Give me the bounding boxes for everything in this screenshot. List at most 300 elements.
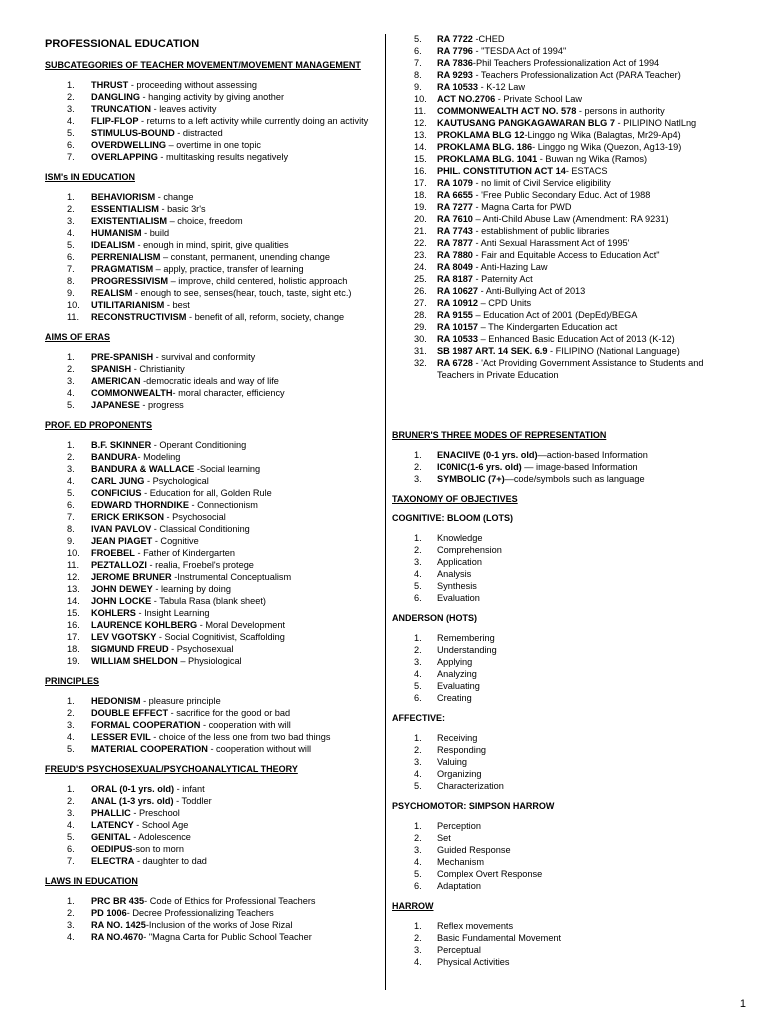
section-heading: SUBCATEGORIES OF TEACHER MOVEMENT/MOVEMENT MANAGEMENT bbox=[45, 60, 361, 70]
item-term: EXISTENTIALISM bbox=[91, 216, 168, 226]
item-term: RA 7610 bbox=[437, 214, 473, 224]
list-item bbox=[392, 461, 732, 473]
item-term: ESSENTIALISM bbox=[91, 204, 159, 214]
list-item bbox=[392, 556, 732, 568]
item-term: ERICK ERIKSON bbox=[91, 512, 164, 522]
list-item bbox=[45, 475, 375, 487]
item-number: 3. bbox=[414, 757, 422, 767]
item-text: Perceptual bbox=[437, 945, 481, 955]
list-item bbox=[45, 239, 375, 251]
item-term: PEZTALLOZI bbox=[91, 560, 147, 570]
list-item bbox=[392, 309, 732, 321]
item-term: ELECTRA bbox=[91, 856, 135, 866]
item-term: JEROME BRUNER bbox=[91, 572, 172, 582]
list-item bbox=[392, 153, 732, 165]
list-item bbox=[392, 129, 732, 141]
item-number: 2. bbox=[67, 364, 75, 374]
list-item bbox=[392, 237, 732, 249]
list-item bbox=[392, 580, 732, 592]
item-text: Evaluating bbox=[437, 681, 480, 691]
list-item bbox=[392, 473, 732, 485]
item-number: 1. bbox=[67, 192, 75, 202]
item-description: - Insight Learning bbox=[135, 608, 210, 618]
item-description: – Anti-Child Abuse Law (Amendment: RA 9231) bbox=[472, 214, 669, 224]
item-number: 9. bbox=[414, 82, 422, 92]
item-term: ACT NO.2706 bbox=[437, 94, 496, 104]
item-description: - Education for all, Golden Rule bbox=[141, 488, 272, 498]
item-text: Evaluation bbox=[437, 593, 480, 603]
list-item bbox=[45, 363, 375, 375]
list-item bbox=[392, 449, 732, 461]
item-description: - multitasking results negatively bbox=[157, 152, 289, 162]
item-number: 4. bbox=[414, 957, 422, 967]
item-term: ANAL (1-3 yrs. old) bbox=[91, 796, 174, 806]
item-description: -Inclusion of the works of Jose Rizal bbox=[145, 920, 293, 930]
item-number: 3. bbox=[414, 557, 422, 567]
list-item bbox=[45, 571, 375, 583]
list-item bbox=[45, 783, 375, 795]
item-text: Analysis bbox=[437, 569, 472, 579]
list-item bbox=[392, 932, 732, 944]
item-number: 6. bbox=[67, 140, 75, 150]
item-number: 13. bbox=[414, 130, 427, 140]
item-text: Synthesis bbox=[437, 581, 477, 591]
item-text: Application bbox=[437, 557, 482, 567]
item-term: IC0NIC(1-6 yrs. old) bbox=[437, 462, 522, 472]
item-number: 2. bbox=[67, 452, 75, 462]
item-number: 4. bbox=[414, 669, 422, 679]
list-item bbox=[45, 547, 375, 559]
item-description: – Physiological bbox=[177, 656, 242, 666]
item-description: - Decree Professionalizing Teachers bbox=[126, 908, 274, 918]
spacer bbox=[392, 390, 732, 430]
list-item bbox=[392, 345, 732, 357]
item-number: 26. bbox=[414, 286, 427, 296]
item-description: - pleasure principle bbox=[140, 696, 221, 706]
item-term: RA 7880 bbox=[437, 250, 473, 260]
item-text: Reflex movements bbox=[437, 921, 514, 931]
item-description: - realia, Froebel's protege bbox=[146, 560, 254, 570]
list-item bbox=[45, 399, 375, 411]
left-sections bbox=[45, 60, 375, 943]
list-item bbox=[392, 680, 732, 692]
list-item bbox=[392, 117, 732, 129]
item-number: 5. bbox=[67, 744, 75, 754]
item-term: THRUST bbox=[91, 80, 129, 90]
item-term: RA 7743 bbox=[437, 226, 473, 236]
item-term: OVERLAPPING bbox=[91, 152, 158, 162]
list-item bbox=[392, 744, 732, 756]
item-description: -democratic ideals and way of life bbox=[140, 376, 279, 386]
list-item bbox=[45, 351, 375, 363]
item-term: DANGLING bbox=[91, 92, 140, 102]
item-term: RA 10533 bbox=[437, 82, 479, 92]
item-number: 7. bbox=[67, 512, 75, 522]
list-item bbox=[392, 321, 732, 333]
item-number: 2. bbox=[67, 796, 75, 806]
item-text: Mechanism bbox=[437, 857, 484, 867]
item-number: 5. bbox=[67, 240, 75, 250]
list-item bbox=[392, 45, 732, 57]
list-item bbox=[392, 357, 732, 381]
item-number: 15. bbox=[67, 608, 80, 618]
list-item bbox=[392, 297, 732, 309]
item-text: Perception bbox=[437, 821, 481, 831]
item-term: RA 7722 bbox=[437, 34, 473, 44]
list-item bbox=[45, 743, 375, 755]
item-number: 9. bbox=[67, 536, 75, 546]
list-item bbox=[392, 213, 732, 225]
item-description: - ESTACS bbox=[565, 166, 608, 176]
item-term: RA 8187 bbox=[437, 274, 473, 284]
item-number: 4. bbox=[67, 820, 75, 830]
item-term: JOHN LOCKE bbox=[91, 596, 152, 606]
list-item bbox=[392, 668, 732, 680]
item-number: 12. bbox=[67, 572, 80, 582]
item-term: RA 9293 bbox=[437, 70, 473, 80]
list-item bbox=[45, 523, 375, 535]
item-text: Set bbox=[437, 833, 451, 843]
taxonomy-list bbox=[392, 732, 732, 792]
item-description: - Fair and Equitable Access to Education Act" bbox=[472, 250, 660, 260]
list-item bbox=[45, 115, 375, 127]
list-item bbox=[45, 79, 375, 91]
item-term: STIMULUS-BOUND bbox=[91, 128, 175, 138]
item-number: 2. bbox=[414, 462, 422, 472]
item-number: 30. bbox=[414, 334, 427, 344]
item-text: Comprehension bbox=[437, 545, 502, 555]
list-item bbox=[45, 387, 375, 399]
taxonomy-sections bbox=[392, 513, 732, 892]
item-text: Knowledge bbox=[437, 533, 483, 543]
list-item bbox=[392, 33, 732, 45]
item-number: 3. bbox=[67, 808, 75, 818]
right-column bbox=[392, 33, 732, 977]
item-term: WILLIAM SHELDON bbox=[91, 656, 178, 666]
item-number: 1. bbox=[67, 80, 75, 90]
list-item bbox=[45, 907, 375, 919]
list-item bbox=[45, 151, 375, 163]
item-description: - change bbox=[155, 192, 194, 202]
list-item bbox=[392, 189, 732, 201]
item-term: RA 6728 bbox=[437, 358, 473, 368]
item-description: - Father of Kindergarten bbox=[134, 548, 235, 558]
item-term: RA 6655 bbox=[437, 190, 473, 200]
item-term: RECONSTRUCTIVISM bbox=[91, 312, 187, 322]
page-title: PROFESSIONAL EDUCATION bbox=[45, 38, 200, 50]
item-description: - Tabula Rasa (blank sheet) bbox=[151, 596, 266, 606]
list-item bbox=[45, 595, 375, 607]
item-term: RA 10533 bbox=[437, 334, 479, 344]
item-description: - School Age bbox=[133, 820, 189, 830]
item-term: RA 7796 bbox=[437, 46, 473, 56]
item-term: SYMBOLIC (7+) bbox=[437, 474, 505, 484]
item-text: Characterization bbox=[437, 781, 504, 791]
item-term: BEHAVIORISM bbox=[91, 192, 156, 202]
item-number: 2. bbox=[414, 645, 422, 655]
item-term: PROKLAMA BLG 12 bbox=[437, 130, 525, 140]
list-item bbox=[392, 225, 732, 237]
item-term: FORMAL COOPERATION bbox=[91, 720, 201, 730]
item-description: - Connectionism bbox=[189, 500, 258, 510]
list-item bbox=[392, 756, 732, 768]
item-number: 5. bbox=[414, 34, 422, 44]
item-description: – Enhanced Basic Education Act of 2013 (K-12) bbox=[478, 334, 675, 344]
item-number: 7. bbox=[414, 58, 422, 68]
item-description: - choice of the less one from two bad things bbox=[150, 732, 331, 742]
item-number: 3. bbox=[414, 474, 422, 484]
left-column bbox=[45, 36, 375, 952]
list-item bbox=[45, 831, 375, 843]
item-term: KOHLERS bbox=[91, 608, 136, 618]
item-description: – overtime in one topic bbox=[166, 140, 262, 150]
item-number: 4. bbox=[67, 388, 75, 398]
item-text: Complex Overt Response bbox=[437, 869, 543, 879]
laws-continued-list bbox=[392, 33, 732, 381]
item-number: 29. bbox=[414, 322, 427, 332]
item-number: 31. bbox=[414, 346, 427, 356]
item-description: - hanging activity by giving another bbox=[140, 92, 285, 102]
item-number: 17. bbox=[414, 178, 427, 188]
list-item bbox=[392, 632, 732, 644]
list-item bbox=[392, 856, 732, 868]
item-number: 2. bbox=[414, 745, 422, 755]
item-number: 4. bbox=[414, 569, 422, 579]
item-term: FROEBEL bbox=[91, 548, 135, 558]
list-item bbox=[392, 532, 732, 544]
item-number: 6. bbox=[67, 500, 75, 510]
item-term: CONFICIUS bbox=[91, 488, 142, 498]
list-item bbox=[45, 191, 375, 203]
list-item bbox=[45, 855, 375, 867]
item-description: – CPD Units bbox=[478, 298, 532, 308]
item-description: - leaves activity bbox=[151, 104, 217, 114]
item-number: 24. bbox=[414, 262, 427, 272]
item-number: 6. bbox=[414, 693, 422, 703]
item-term: PHIL. CONSTITUTION ACT 14 bbox=[437, 166, 566, 176]
item-text: Organizing bbox=[437, 769, 482, 779]
item-text: Basic Fundamental Movement bbox=[437, 933, 562, 943]
list-item bbox=[45, 895, 375, 907]
item-number: 3. bbox=[67, 216, 75, 226]
item-description: - Social Cognitivist, Scaffolding bbox=[156, 632, 285, 642]
taxonomy-subheading: AFFECTIVE: bbox=[392, 713, 445, 723]
item-text: Valuing bbox=[437, 757, 467, 767]
item-text: Applying bbox=[437, 657, 473, 667]
list-item bbox=[45, 287, 375, 299]
list-item bbox=[392, 568, 732, 580]
item-number: 16. bbox=[414, 166, 427, 176]
item-text: Analyzing bbox=[437, 669, 477, 679]
item-description: - basic 3r's bbox=[158, 204, 206, 214]
item-number: 3. bbox=[67, 920, 75, 930]
item-description: - Psychosocial bbox=[164, 512, 226, 522]
item-description: - Magna Carta for PWD bbox=[472, 202, 572, 212]
item-number: 21. bbox=[414, 226, 427, 236]
item-description: —action-based Information bbox=[537, 450, 648, 460]
item-number: 4. bbox=[414, 769, 422, 779]
list-item bbox=[45, 655, 375, 667]
item-description: - K-12 Law bbox=[478, 82, 526, 92]
item-term: PHALLIC bbox=[91, 808, 131, 818]
item-number: 19. bbox=[67, 656, 80, 666]
item-number: 17. bbox=[67, 632, 80, 642]
list-item bbox=[392, 644, 732, 656]
item-description: -Social learning bbox=[194, 464, 261, 474]
list-item bbox=[392, 333, 732, 345]
item-number: 14. bbox=[67, 596, 80, 606]
item-number: 1. bbox=[414, 450, 422, 460]
item-number: 28. bbox=[414, 310, 427, 320]
list-item bbox=[392, 544, 732, 556]
item-number: 5. bbox=[67, 832, 75, 842]
item-number: 5. bbox=[414, 781, 422, 791]
column-divider bbox=[385, 34, 386, 990]
item-number: 8. bbox=[414, 70, 422, 80]
list-item bbox=[392, 201, 732, 213]
taxonomy-subheading: PSYCHOMOTOR: SIMPSON HARROW bbox=[392, 801, 555, 811]
item-term: ORAL (0-1 yrs. old) bbox=[91, 784, 175, 794]
item-text: Creating bbox=[437, 693, 472, 703]
item-description: - Anti-Hazing Law bbox=[472, 262, 548, 272]
item-number: 2. bbox=[414, 545, 422, 555]
section-list bbox=[45, 351, 375, 411]
item-term: SIGMUND FREUD bbox=[91, 644, 169, 654]
item-number: 7. bbox=[67, 264, 75, 274]
item-text: Understanding bbox=[437, 645, 497, 655]
item-description: – The Kindergarten Education act bbox=[478, 322, 618, 332]
item-term: RA 10157 bbox=[437, 322, 479, 332]
list-item bbox=[45, 227, 375, 239]
item-description: - no limit of Civil Service eligibility bbox=[472, 178, 611, 188]
item-number: 19. bbox=[414, 202, 427, 212]
section-heading: LAWS IN EDUCATION bbox=[45, 876, 138, 886]
item-number: 1. bbox=[67, 440, 75, 450]
list-item bbox=[45, 583, 375, 595]
item-description: - learning by doing bbox=[152, 584, 231, 594]
item-description: - Buwan ng Wika (Ramos) bbox=[537, 154, 648, 164]
item-number: 23. bbox=[414, 250, 427, 260]
item-description: - cooperation with will bbox=[200, 720, 291, 730]
list-item bbox=[45, 275, 375, 287]
item-description: - "TESDA Act of 1994" bbox=[472, 46, 567, 56]
item-number: 3. bbox=[414, 845, 422, 855]
item-term: EDWARD THORNDIKE bbox=[91, 500, 189, 510]
item-number: 5. bbox=[414, 869, 422, 879]
list-item bbox=[45, 487, 375, 499]
item-number: 10. bbox=[67, 548, 80, 558]
list-item bbox=[392, 249, 732, 261]
item-description: - Teachers Professionalization Act (PARA Teacher) bbox=[472, 70, 681, 80]
item-number: 20. bbox=[414, 214, 427, 224]
item-description: -Instrumental Conceptualism bbox=[171, 572, 292, 582]
item-term: RA 1079 bbox=[437, 178, 473, 188]
taxonomy-subheading: ANDERSON (HOTS) bbox=[392, 613, 477, 623]
item-number: 27. bbox=[414, 298, 427, 308]
list-item bbox=[45, 559, 375, 571]
item-description: - Anti-Bullying Act of 2013 bbox=[478, 286, 586, 296]
list-item bbox=[45, 807, 375, 819]
item-term: RA 7836 bbox=[437, 58, 473, 68]
item-number: 6. bbox=[414, 46, 422, 56]
item-description: - Preschool bbox=[130, 808, 180, 818]
item-number: 11. bbox=[414, 106, 427, 116]
item-number: 3. bbox=[67, 720, 75, 730]
list-item bbox=[392, 832, 732, 844]
item-number: 4. bbox=[67, 476, 75, 486]
item-text: Receiving bbox=[437, 733, 478, 743]
item-term: TRUNCATION bbox=[91, 104, 152, 114]
item-description: - Operant Conditioning bbox=[151, 440, 247, 450]
item-description: - Paternity Act bbox=[472, 274, 533, 284]
item-term: RA NO.4670 bbox=[91, 932, 144, 942]
item-description: – choice, freedom bbox=[167, 216, 243, 226]
item-description: - Anti Sexual Harassment Act of 1995' bbox=[472, 238, 630, 248]
item-number: 11. bbox=[67, 560, 80, 570]
section-list bbox=[45, 695, 375, 755]
item-number: 13. bbox=[67, 584, 80, 594]
item-term: RA 9155 bbox=[437, 310, 473, 320]
item-term: KAUTUSANG PANGKAGAWARAN BLG 7 bbox=[437, 118, 615, 128]
item-description: - Moral Development bbox=[197, 620, 285, 630]
item-description: - Adolescence bbox=[130, 832, 191, 842]
list-item bbox=[392, 273, 732, 285]
item-description: - enough in mind, spirit, give qualities bbox=[134, 240, 289, 250]
item-term: MATERIAL COOPERATION bbox=[91, 744, 208, 754]
list-item bbox=[45, 215, 375, 227]
item-number: 4. bbox=[67, 732, 75, 742]
list-item bbox=[392, 285, 732, 297]
item-description: - persons in authority bbox=[576, 106, 665, 116]
item-description: - benefit of all, reform, society, change bbox=[186, 312, 345, 322]
item-term: PRE-SPANISH bbox=[91, 352, 154, 362]
item-term: B.F. SKINNER bbox=[91, 440, 152, 450]
item-description: - Classical Conditioning bbox=[151, 524, 250, 534]
list-item bbox=[45, 919, 375, 931]
item-term: BANDURA bbox=[91, 452, 138, 462]
item-description: - Psychosexual bbox=[168, 644, 234, 654]
list-item bbox=[45, 439, 375, 451]
item-text: Guided Response bbox=[437, 845, 511, 855]
list-item bbox=[392, 261, 732, 273]
section-heading: ISM's IN EDUCATION bbox=[45, 172, 135, 182]
list-item bbox=[45, 631, 375, 643]
item-text: Responding bbox=[437, 745, 487, 755]
list-item bbox=[45, 535, 375, 547]
item-number: 1. bbox=[414, 821, 422, 831]
item-description: - cooperation without will bbox=[207, 744, 312, 754]
item-term: RA 7877 bbox=[437, 238, 473, 248]
item-number: 3. bbox=[67, 376, 75, 386]
section-list bbox=[45, 191, 375, 323]
item-description: -CHED bbox=[472, 34, 505, 44]
harrow-list bbox=[392, 920, 732, 968]
taxonomy-list bbox=[392, 820, 732, 892]
harrow-heading: HARROW bbox=[392, 901, 434, 911]
item-number: 2. bbox=[414, 933, 422, 943]
item-number: 12. bbox=[414, 118, 427, 128]
item-description: - establishment of public libraries bbox=[472, 226, 610, 236]
item-number: 32. bbox=[414, 358, 427, 368]
list-item bbox=[392, 93, 732, 105]
item-term: PERRENIALISM bbox=[91, 252, 161, 262]
item-number: 14. bbox=[414, 142, 427, 152]
item-description: - moral character, efficiency bbox=[172, 388, 285, 398]
item-term: PROKLAMA BLG. 186 bbox=[437, 142, 533, 152]
item-description: - daughter to dad bbox=[134, 856, 207, 866]
item-description: —code/symbols such as language bbox=[504, 474, 645, 484]
item-term: PROKLAMA BLG. 1041 bbox=[437, 154, 538, 164]
